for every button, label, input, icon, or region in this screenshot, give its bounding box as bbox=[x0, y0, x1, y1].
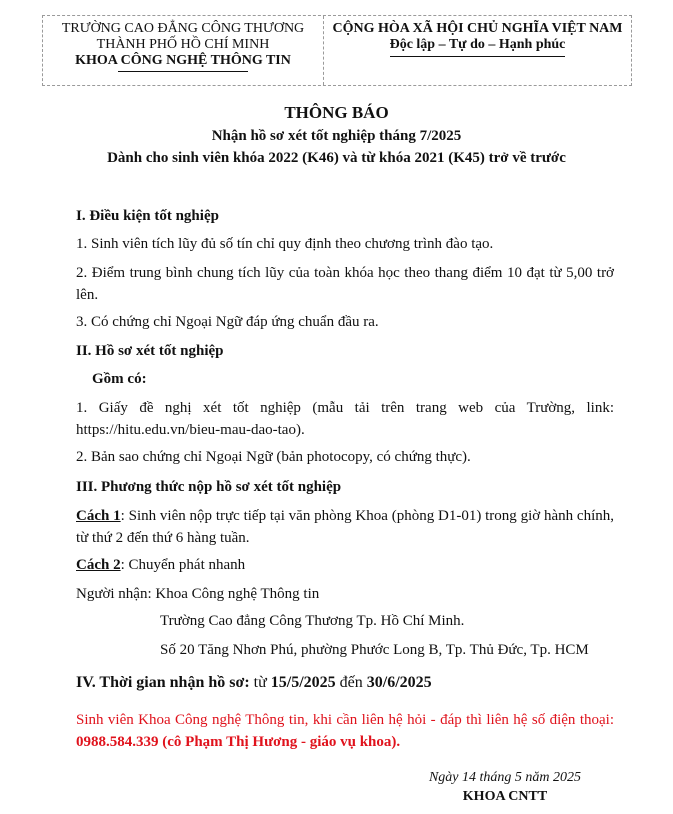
section1-item: 2. Điểm trung bình chung tích lũy của toàn khóa học theo thang điểm 10 đạt từ 5,00 trở lên. bbox=[76, 265, 614, 303]
contact-text: Sinh viên Khoa Công nghệ Thông tin, khi cần liên hệ hỏi - đáp thì liên hệ số điện thoại: bbox=[76, 712, 614, 728]
method-1-text: : Sinh viên nộp trực tiếp tại văn phòng Khoa (phòng D1-01) trong giờ hành chính, từ thứ 2 đến thứ 6 hàng tuần. bbox=[76, 508, 614, 546]
signature-date: Ngày 14 tháng 5 năm 2025 bbox=[428, 770, 582, 785]
section2-item: 2. Bản sao chứng chỉ Ngoại Ngữ (bản photocopy, có chứng thực). bbox=[76, 449, 471, 465]
faculty-underline bbox=[118, 71, 248, 72]
method-2-text: : Chuyển phát nhanh bbox=[120, 557, 246, 573]
document-title: THÔNG BÁO bbox=[284, 103, 389, 122]
section2-heading: II. Hồ sơ xét tốt nghiệp bbox=[76, 343, 224, 359]
section4 bbox=[76, 672, 614, 694]
recipient-label: Người nhận: bbox=[76, 586, 152, 602]
letterhead-school bbox=[43, 16, 324, 85]
to-word: đến bbox=[339, 674, 363, 691]
school-name-line1: TRƯỜNG CAO ĐẲNG CÔNG THƯƠNG bbox=[61, 21, 305, 36]
section2-subheading: Gồm có: bbox=[92, 371, 147, 387]
recipient-line1: Khoa Công nghệ Thông tin bbox=[155, 586, 320, 602]
method-1 bbox=[76, 505, 614, 549]
start-date: 15/5/2025 bbox=[270, 674, 336, 691]
recipient-line3: Số 20 Tăng Nhơn Phú, phường Phước Long B, Tp. Thủ Đức, Tp. HCM bbox=[160, 642, 589, 658]
faculty-name: KHOA CÔNG NGHỆ THÔNG TIN bbox=[75, 53, 291, 68]
document-subtitle-1: Nhận hồ sơ xét tốt nghiệp tháng 7/2025 bbox=[211, 128, 462, 144]
motto-underline bbox=[390, 56, 565, 57]
letterhead-box bbox=[42, 15, 632, 86]
letterhead-national bbox=[324, 16, 631, 85]
school-name-line2: THÀNH PHỐ HỒ CHÍ MINH bbox=[96, 37, 270, 52]
from-word: từ bbox=[253, 674, 267, 691]
section2-item: 1. Giấy đề nghị xét tốt nghiệp (mẫu tải trên trang web của Trường, link: https://hitu.edu.vn/bieu-mau-dao-tao). bbox=[76, 400, 614, 438]
end-date: 30/6/2025 bbox=[366, 674, 432, 691]
contact-note bbox=[76, 709, 614, 753]
national-motto: Độc lập – Tự do – Hạnh phúc bbox=[389, 37, 566, 52]
contact-phone: 0988.584.339 (cô Phạm Thị Hương - giáo vụ khoa). bbox=[76, 734, 401, 750]
section1-heading: I. Điều kiện tốt nghiệp bbox=[76, 208, 219, 224]
method-1-label: Cách 1 bbox=[76, 508, 121, 524]
method-2-label: Cách 2 bbox=[76, 557, 121, 573]
recipient-line2: Trường Cao đẳng Công Thương Tp. Hồ Chí Minh. bbox=[160, 613, 465, 629]
recipient bbox=[76, 583, 614, 605]
method-2 bbox=[76, 554, 614, 576]
national-title: CỘNG HÒA XÃ HỘI CHỦ NGHĨA VIỆT NAM bbox=[332, 21, 623, 36]
section1-item: 1. Sinh viên tích lũy đủ số tín chỉ quy định theo chương trình đào tạo. bbox=[76, 236, 494, 252]
section1-item: 3. Có chứng chỉ Ngoại Ngữ đáp ứng chuẩn đầu ra. bbox=[76, 314, 379, 330]
section3-heading: III. Phương thức nộp hồ sơ xét tốt nghiệp bbox=[76, 479, 342, 495]
section4-heading: IV. Thời gian nhận hồ sơ: bbox=[76, 674, 250, 691]
signature-unit: KHOA CNTT bbox=[462, 789, 548, 804]
document-subtitle-2: Dành cho sinh viên khóa 2022 (K46) và từ khóa 2021 (K45) trở về trước bbox=[107, 150, 566, 166]
